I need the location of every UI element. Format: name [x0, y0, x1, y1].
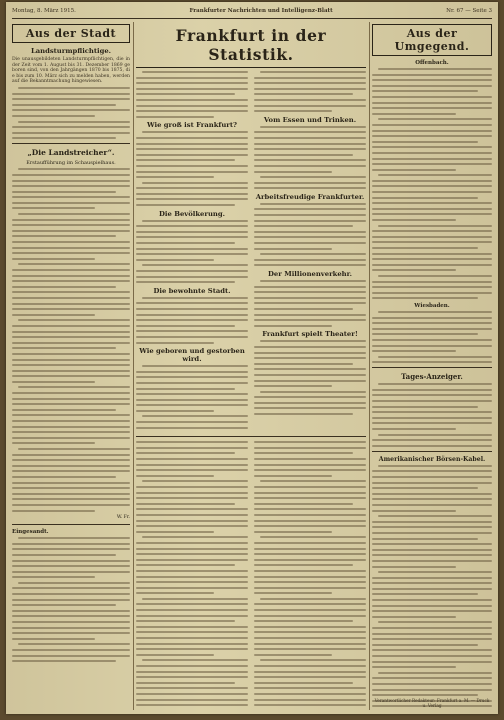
masthead-date: Montag, 8. März 1915. — [12, 8, 76, 14]
divider — [12, 143, 130, 144]
article-subheading: Wie groß ist Frankfurt? — [146, 121, 237, 130]
column-rule — [133, 22, 134, 710]
text-block — [12, 537, 130, 662]
article-heading: Landsturmpflichtige. — [30, 47, 112, 55]
text-block — [12, 168, 130, 511]
divider — [372, 367, 492, 368]
two-column-body — [136, 71, 366, 432]
subcolumn-left — [136, 71, 248, 432]
article-subheading: Der Millionenverkehr. — [268, 270, 352, 278]
masthead — [12, 4, 492, 19]
masthead-page-number: Nr. 67 — Seite 3 — [446, 8, 492, 14]
subcolumn-right — [254, 71, 366, 432]
author-signature: W. Fr. — [116, 515, 130, 521]
place-heading: Offenbach. — [415, 60, 449, 66]
article-heading: Eingesandt. — [12, 529, 49, 536]
section-heading: Aus der Stadt — [12, 24, 130, 43]
lower-body — [136, 441, 366, 710]
divider — [372, 451, 492, 452]
column-surroundings — [372, 22, 492, 710]
column-rule — [369, 22, 370, 710]
article-subheading: Arbeitsfreudige Frankfurter. — [255, 192, 365, 201]
divider — [136, 436, 366, 437]
article-text: Die unausgebildeten Landsturmpflichtigen, die in der Zeit vom 1. August bis 31. Dezember 1869 geboren sind, von den Jahrgängen 1870 bis 1875, die bis zum 10. März sich zu melden haben, werden auf die Bekanntmachung hingewiesen. — [12, 57, 130, 85]
article-subheading: Die bewohnte Stadt. — [153, 286, 231, 295]
divider — [12, 524, 130, 525]
article-subheading: Wie geboren und gestorben wird. — [139, 347, 245, 364]
article-heading: Amerikanischer Börsen-Kabel. — [378, 455, 486, 463]
column-statistics — [136, 22, 366, 710]
article-subheading: Frankfurt spielt Theater! — [262, 330, 358, 339]
article-subheading: Die Bevölkerung. — [159, 209, 225, 218]
article-heading: „Die Landstreicher“. — [27, 148, 115, 158]
text-block — [12, 87, 130, 139]
column-local-news — [12, 22, 130, 710]
masthead-title: Frankfurter Nachrichten und Intelligenz-Blatt — [189, 8, 333, 14]
place-heading: Wiesbaden. — [414, 302, 450, 309]
article-heading: Tages-Anzeiger. — [401, 372, 463, 382]
publisher-footer: Verantwortlicher Redakteur: Frankfurt a. M. — Druck u. Verlag — [374, 698, 490, 708]
newspaper-page — [6, 2, 498, 714]
article-subheading: Erstaufführung im Schauspielhaus. — [26, 160, 116, 167]
main-headline: Frankfurt in der Statistik. — [136, 22, 366, 68]
section-heading: Aus der Umgegend. — [372, 24, 492, 56]
article-subheading: Vom Essen und Trinken. — [263, 115, 357, 124]
